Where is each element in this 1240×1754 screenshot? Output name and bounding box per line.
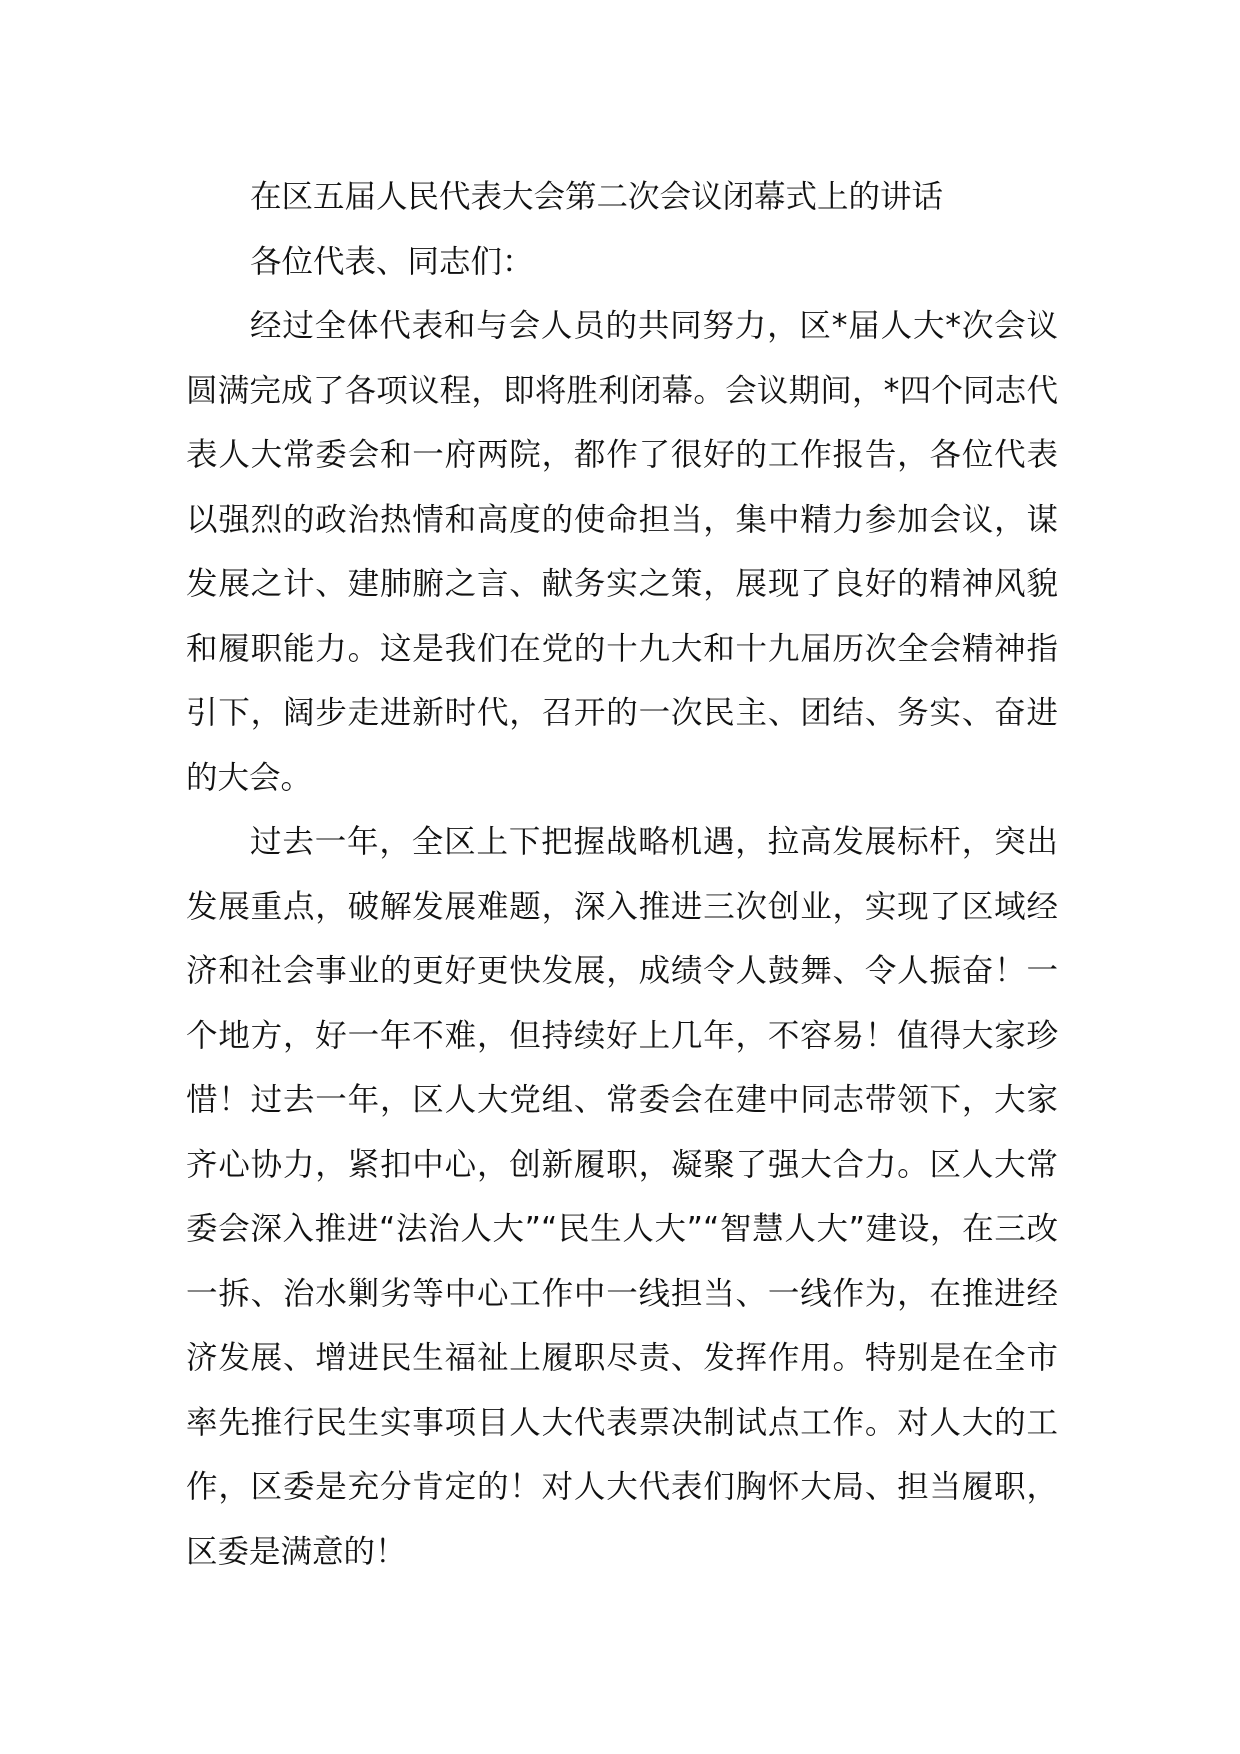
- salutation: 各位代表、同志们：: [250, 243, 534, 280]
- document-body: [186, 165, 1058, 1584]
- paragraph-1: 经过全体代表和与会人员的共同努力，区*届人大*次会议圆满完成了各项议程，即将胜利闭幕。会议期间，*四个同志代表人大常委会和一府两院，都作了很好的工作报告，各位代表以强烈的政治热情和高度的使命担当，集中精力参加会议，谋发展之计、建肺腑之言、献务实之策，展现了良好的精神风貌和履职能力。这是我们在党的十九大和十九届历次全会精神指引下，阔步走进新时代，召开的一次民主、团结、务实、奋进的大会。: [186, 308, 1058, 796]
- document-title: 在区五届人民代表大会第二次会议闭幕式上的讲话: [250, 179, 944, 215]
- paragraph-2: 过去一年，全区上下把握战略机遇，拉高发展标杆，突出发展重点，破解发展难题，深入推进三次创业，实现了区域经济和社会事业的更好更快发展，成绩令人鼓舞、令人振奋！一个地方，好一年不难，但持续好上几年，不容易！值得大家珍惜！过去一年，区人大党组、常委会在建中同志带领下，大家齐心协力，紧扣中心，创新履职，凝聚了强大合力。区人大常委会深入推进“法治人大”“民生人大”“智慧人大”建设，在三改一拆、治水剿劣等中心工作中一线担当、一线作为，在推进经济发展、增进民生福祉上履职尽责、发挥作用。特别是在全市率先推行民生实事项目人大代表票决制试点工作。对人大的工作，区委是充分肯定的！对人大代表们胸怀大局、担当履职，区委是满意的！: [186, 824, 1058, 1570]
